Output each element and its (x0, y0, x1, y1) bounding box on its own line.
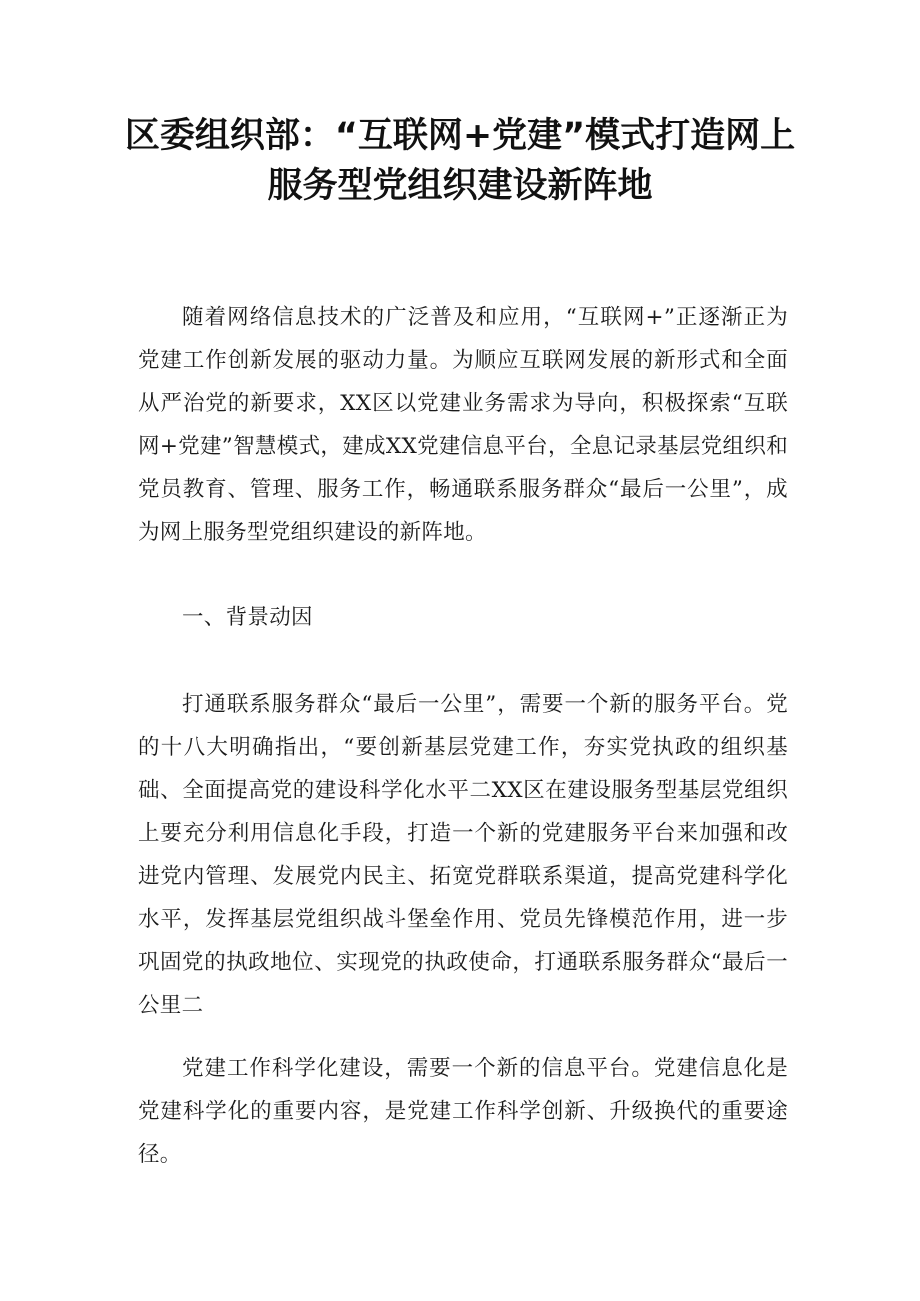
document-title-line-1: 区委组织部：“互联网+党建”模式打造网上 (124, 116, 796, 156)
document-title-line-2: 服务型党组织建设新阵地 (267, 166, 653, 206)
body-paragraph-service-platform: 打通联系服务群众“最后一公里”，需要一个新的服务平台。党的十八大明确指出，“要创新基层党建工作，夯实党执政的组织基础、全面提高党的建设科学化水平二XX区在建设服务型基层党组织上要充分利用信息化手段，打造一个新的党建服务平台来加强和改进党内管理、发展党内民主、拓宽党群联系渠道，提高党建科学化水平，发挥基层党组织战斗堡垒作用、党员先锋模范作用，进一步巩固党的执政地位、实现党的执政使命，打通联系服务群众“最后一公里二 (138, 692, 788, 1018)
body-paragraph-information-platform: 党建工作科学化建设，需要一个新的信息平台。党建信息化是党建科学化的重要内容，是党建工作科学创新、升级换代的重要途径。 (138, 1056, 788, 1167)
section-heading-background: 一、背景动因 (182, 605, 313, 630)
intro-paragraph: 随着网络信息技术的广泛普及和应用，“互联网+”正逐渐正为党建工作创新发展的驱动力量。为顺应互联网发展的新形式和全面从严治党的新要求，XX区以党建业务需求为导向，积极探索“互联网+党建”智慧模式，建成XX党建信息平台，全息记录基层党组织和党员教育、管理、服务工作，畅通联系服务群众“最后一公里”，成为网上服务型党组织建设的新阵地。 (138, 305, 788, 545)
